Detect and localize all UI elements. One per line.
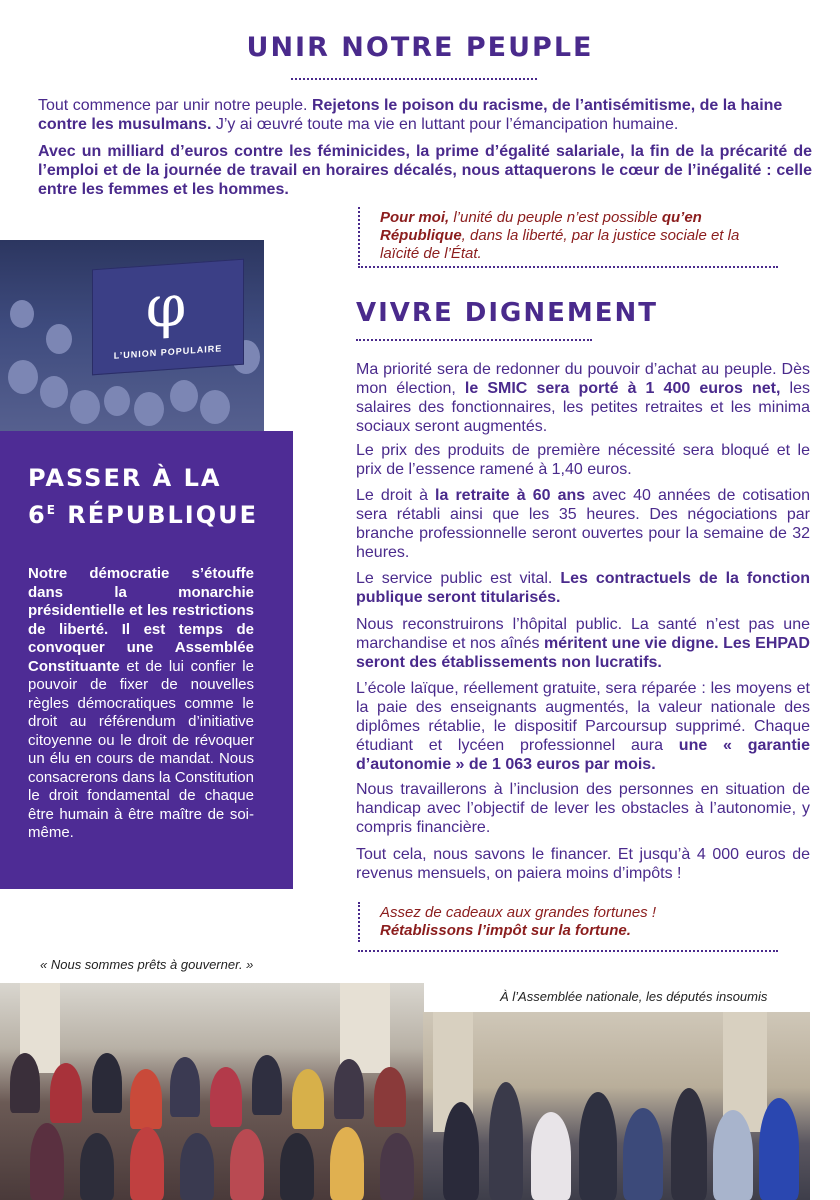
sixth-republic-text [28,565,254,843]
vivre-paragraph-7 [356,780,810,837]
quote2-line1: Assez de cadeaux aux grandes fortunes ! [380,904,657,921]
vivre-paragraph-8 [356,845,810,883]
union-populaire-flag [92,259,244,376]
p5-a: Nous reconstruirons l’hôpital public. La santé n’est pas une marchandise et nos aînés [356,616,810,652]
group-person [374,1067,406,1127]
intro-paragraph [38,96,810,134]
phi-logo-icon: φ [145,270,187,342]
p1-b: le SMIC sera porté à 1 400 euros net, [464,380,781,397]
feminicide-text: Avec un milliard d’euros contre les féminicides, la prime d’égalité salariale, la fin de la précarité de l’emploi et de la journée de travail en horaires décalés, nous attaquerons le cœur de l’inégalité : celle entre les femmes et les hommes. [38,143,812,198]
group-person [50,1063,82,1123]
p8-a: Tout cela, nous savons le financer. Et jusqu’à 4 000 euros de revenus mensuels, on paiera moins d’impôts ! [356,846,810,882]
union-populaire-photo [0,240,264,432]
flag-text: L’UNION POPULAIRE [113,343,223,361]
box-title-num: 6 [28,501,47,529]
caption-right: À l’Assemblée nationale, les députés insoumis [500,989,768,1004]
crowd-person [104,386,130,416]
crowd-person [8,360,38,394]
group-person [92,1053,122,1113]
intro-end: J’y ai œuvré toute ma vie en luttant pour l’émancipation humaine. [211,116,679,133]
deputy-person [443,1102,479,1200]
quote1-divider [358,266,778,268]
quote1-text1: l’unité du peuple n’est possible [449,209,662,226]
group-person [330,1127,364,1200]
crowd-person [70,390,100,424]
group-person [180,1133,214,1200]
deputy-person [531,1112,571,1200]
group-person [292,1069,324,1129]
box-title-line1: PASSER À LA [28,464,222,492]
deputy-person [671,1088,707,1200]
group-person [210,1067,242,1127]
box-text-rest: et de lui confier le pouvoir de fixer de nouvelles règles démocratiques comme le droit au référendum d’initiative citoyenne ou le droit de révoquer un élu en cours de mandat. Nous consacrerons dans la Constitution le droit fondamental de chaque être humain à être maître de soi-même. [28,657,254,841]
group-person [170,1057,200,1117]
group-person [80,1133,114,1200]
p1-c: les salaires des fonctionnaires, les petites retraites et les minima sociaux seront augmentés. [356,380,811,435]
intro-bold: Rejetons le poison du racisme, de l’antisémitisme, de la haine contre les musulmans. [38,97,783,133]
quote1-text2: , dans la liberté, par la justice sociale et la laïcité de l’État. [380,227,740,262]
quote1-bold1: Pour moi, [380,209,450,226]
crowd-person [46,324,72,354]
deputies-photo [423,1012,810,1200]
p6-a: L’école laïque, réellement gratuite, sera réparée : les moyens et la paie des enseignants augmentés, la valeur nationale des diplômes rétablie, le dispositif Parcoursup supprimé. Chaque étudiant et lycéen professionnel aura [356,680,810,754]
crowd-person [170,380,198,412]
vivre-paragraph-5 [356,615,810,672]
section2-divider [356,339,592,341]
section-title-unir: UNIR NOTRE PEUPLE [246,32,594,63]
deputy-person [759,1098,799,1200]
vivre-paragraph-4 [356,569,810,607]
group-person [280,1133,314,1200]
group-person [130,1127,164,1200]
group-person [380,1133,414,1200]
crowd-person [40,376,68,408]
deputy-person [579,1092,617,1200]
crowd-person [10,300,34,328]
intro-text: Tout commence par unir notre peuple. [38,97,312,114]
quote-republique [358,207,780,265]
box-title-sup: E [46,503,57,517]
deputy-person [713,1110,753,1200]
p4-b: Les contractuels de la fonction publique seront titularisés. [356,570,810,606]
group-person [30,1123,64,1200]
feminicide-paragraph [38,142,812,199]
p3-c: avec 40 années de cotisation sera rétabli ainsi que les 35 heures. Des négociations par branche professionnelle seront ouvertes pour la semaine de 32 heures. [356,487,810,561]
p6-b: une « garantie d’autonomie » de 1 063 euros par mois. [356,737,811,773]
sixth-republic-title [28,462,278,531]
vivre-paragraph-1 [356,360,810,436]
group-person [230,1129,264,1200]
quote2-divider [358,950,778,952]
p4-a: Le service public est vital. [356,570,561,587]
p5-b: méritent une vie digne. Les EHPAD seront des établissements non lucratifs. [356,635,810,671]
p1-a: Ma priorité sera de redonner du pouvoir d’achat au peuple. Dès mon élection, [356,361,810,397]
section-title-vivre: VIVRE DIGNEMENT [356,298,658,328]
group-person [10,1053,40,1113]
vivre-paragraph-3 [356,486,810,562]
deputy-person [623,1108,663,1200]
vivre-paragraph-6 [356,679,810,774]
title-divider [291,78,537,80]
quote2-line2: Rétablissons l’impôt sur la fortune. [380,922,631,939]
p2-a: Le prix des produits de première nécessité sera bloqué et le prix de l’essence ramené à 1,40 euros. [356,442,810,478]
group-person [252,1055,282,1115]
crowd-person [134,392,164,426]
p3-a: Le droit à [356,487,436,504]
quote-fortune [358,902,780,942]
p7-a: Nous travaillerons à l’inclusion des personnes en situation de handicap avec l’objectif de lever les obstacles à l’autonomie, y compris financière. [356,781,810,836]
caption-left: « Nous sommes prêts à gouverner. » [40,957,254,972]
crowd-person [200,390,230,424]
quote1-bold2: qu’en République [380,209,702,244]
deputy-person [489,1082,523,1200]
group-photo-ready [0,983,424,1200]
p3-b: la retraite à 60 ans [435,487,586,504]
box-text-bold: Notre démocratie s’étouffe dans la monarchie présidentielle et les restrictions de liberté. Il est temps de convoquer une Assemblée Constituante [28,565,254,675]
group-person [334,1059,364,1119]
box-title-line2: RÉPUBLIQUE [56,501,259,529]
group-person [130,1069,162,1129]
vivre-paragraph-2 [356,441,810,479]
